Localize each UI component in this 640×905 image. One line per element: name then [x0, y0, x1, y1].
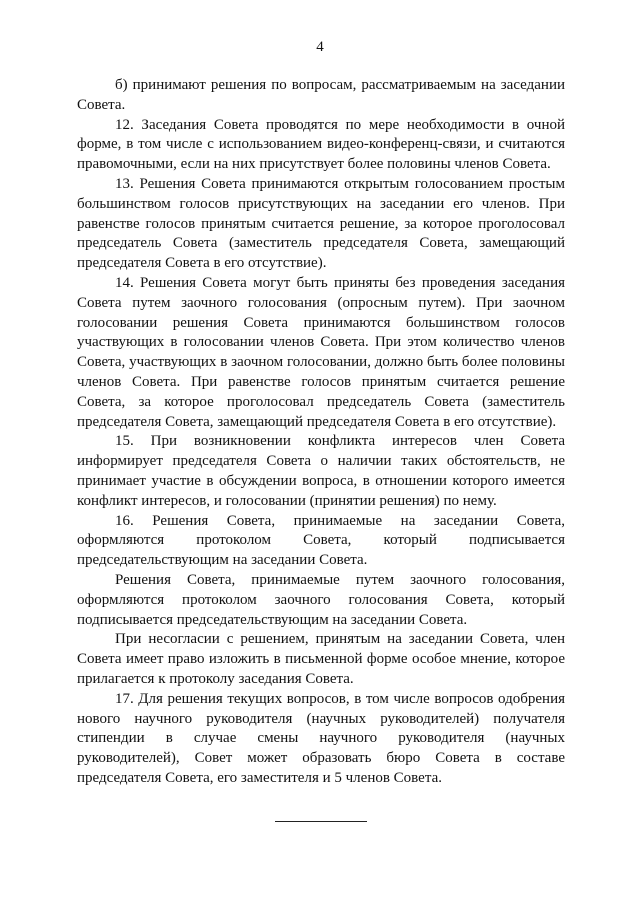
paragraph-16-protocol: 16. Решения Совета, принимаемые на заседании Совета, оформляются протоколом Совета, который подписывается председательствующим на заседании Совета.: [77, 512, 565, 569]
end-divider: [275, 821, 367, 822]
paragraph-15-conflict-of-interest: 15. При возникновении конфликта интересов член Совета информирует председателя Совета о наличии таких обстоятельств, не принимает участие в обсуждении вопроса, в отношении которого имеется конфликт интересов, и голосовании (принятии решения) по нему.: [77, 433, 565, 509]
document-body: [77, 76, 565, 789]
paragraph-16-dissenting-opinion: При несогласии с решением, принятым на заседании Совета, член Совета имеет право изложить в письменной форме особое мнение, которое прилагается к протоколу заседания Совета.: [77, 631, 565, 687]
paragraph-12-meetings: 12. Заседания Совета проводятся по мере необходимости в очной форме, в том числе с использованием видео-конференц-связи, и считаются правомочными, если на них присутствует более половины членов Совета.: [77, 116, 565, 173]
paragraph-17-bureau: 17. Для решения текущих вопросов, в том числе вопросов одобрения нового научного руководителя (научных руководителей) получателя стипендии в случае смены научного руководителя (научных руководителей), Совет может образовать бюро Совета в составе председателя Совета, его заместителя и 5 членов Совета.: [77, 690, 565, 786]
paragraph-14-absentee-voting: 14. Решения Совета могут быть приняты без проведения заседания Совета путем заочного голосования (опросным путем). При заочном голосовании решения Совета принимаются большинством голосов участвующих в голосовании членов Совета. При этом количество членов Совета, участвующих в заочном голосовании, должно быть более половины членов Совета. При равенстве голосов принятым считается решение Совета, за которое проголосовал председатель Совета (заместитель председателя Совета, замещающий председателя Совета в его отсутствие).: [77, 274, 565, 430]
paragraph-13-voting: 13. Решения Совета принимаются открытым голосованием простым большинством голосов присутствующих на заседании его членов. При равенстве голосов принятым считается решение, за которое проголосовал председатель Совета (заместитель председателя Совета, замещающий председателя Совета в его отсутствие).: [77, 175, 565, 272]
paragraph-16-absentee-protocol: Решения Совета, принимаемые путем заочного голосования, оформляются протоколом заочного голосования Совета, который подписывается председательствующим на заседании Совета.: [77, 571, 565, 628]
page-number: 4: [316, 39, 324, 55]
paragraph-b-decisions: б) принимают решения по вопросам, рассматриваемым на заседании Совета.: [77, 77, 565, 113]
